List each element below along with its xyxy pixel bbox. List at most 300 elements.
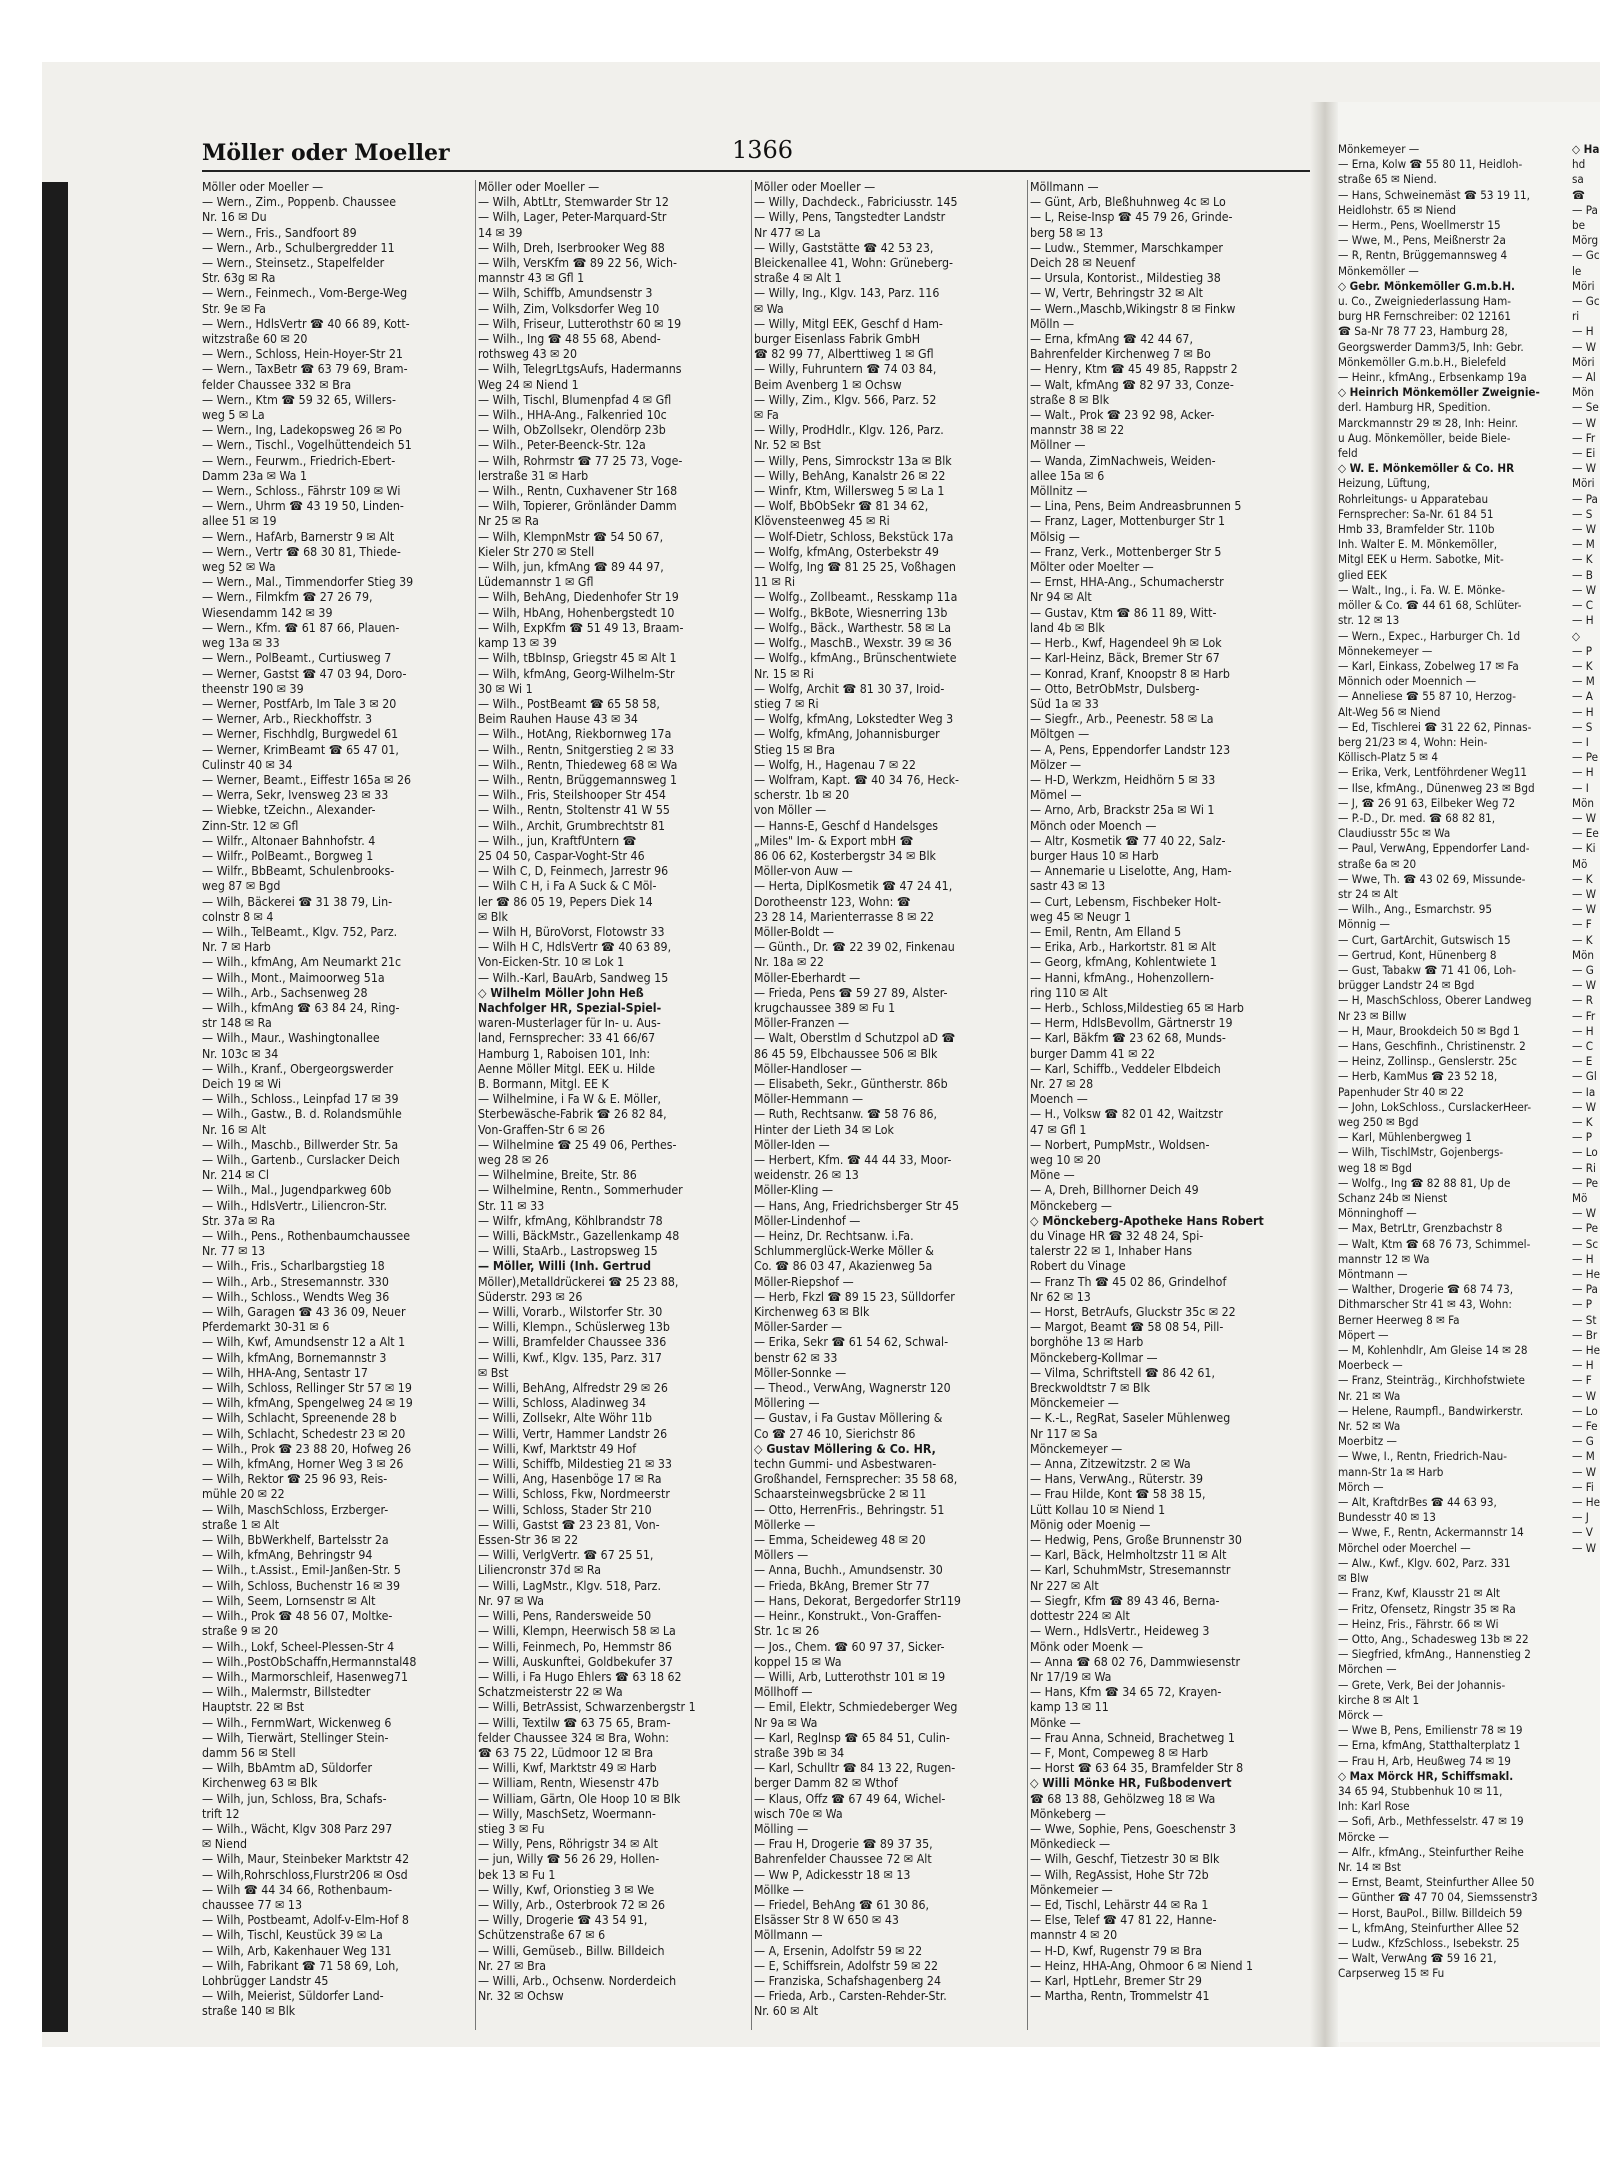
directory-entry-line: felder Chaussee 332 ✉ Bra [202, 377, 352, 392]
directory-entry-line: — Willi, Pens, Randersweide 50 [478, 1609, 652, 1624]
directory-entry-line: trift 12 [202, 1806, 240, 1821]
directory-entry-line: Wiesendamm 142 ✉ 39 [202, 605, 333, 620]
directory-entry-line: — Heinr., kfmAng., Erbsenkamp 19a [1338, 370, 1527, 385]
directory-entry-line: — Wilh, Rohrmstr ☎ 77 25 73, Voge- [478, 453, 683, 468]
directory-entry-line: — Karl, SchuhmMstr, Stresemannstr [1030, 1563, 1231, 1578]
directory-entry-line: Moerbeck — [1338, 1358, 1403, 1373]
directory-entry-line: — Karl, Schiffb., Veddeler Elbdeich [1030, 1061, 1221, 1076]
directory-entry-line: — Hedwig, Pens, Große Brunnenstr 30 [1030, 1533, 1242, 1548]
directory-entry-line: — Franziska, Schafshagenberg 24 [754, 1973, 941, 1988]
directory-entry-line: Nr 25 ✉ Ra [478, 514, 539, 529]
directory-entry-line: 23 28 14, Marienterrasse 8 ✉ 22 [754, 909, 935, 924]
directory-entry-line: Nr. 16 ✉ Alt [202, 1122, 267, 1137]
directory-entry-line: straße 1 ✉ Alt [202, 1517, 280, 1532]
directory-entry-line: Mönkeberg — [1030, 1806, 1106, 1821]
directory-entry-line: Von-Eicken-Str. 10 ✉ Lok 1 [478, 955, 625, 970]
directory-entry-line: — Willi, i Fa Hugo Ehlers ☎ 63 18 62 [478, 1669, 682, 1684]
directory-entry-line: Mön [1572, 385, 1594, 400]
directory-entry-line: Lohbrügger Landstr 45 [202, 1973, 329, 1988]
directory-entry-line: brügger Landstr 24 ✉ Bgd [1338, 978, 1475, 993]
directory-entry-line: Dithmarscher Str 41 ✉ 43, Wohn: [1338, 1297, 1512, 1312]
directory-entry-line: — Franz, Verk., Mottenberger Str 5 [1030, 544, 1222, 559]
directory-entry-line: weg 28 ✉ 26 [478, 1153, 549, 1167]
directory-entry-line: Mölsig — [1030, 529, 1080, 544]
directory-entry-line: land 4b ✉ Blk [1030, 620, 1105, 635]
directory-entry-line: u. Co., Zweigniederlassung Ham- [1338, 294, 1511, 309]
directory-entry-line: Möntmann — [1338, 1267, 1408, 1282]
directory-entry-line: — Wern., Feinmech., Vom-Berge-Weg [202, 286, 408, 301]
directory-entry-line: — Wilh, TischlMstr, Gojenbergs- [1338, 1145, 1504, 1160]
directory-entry-line: — Wwe B, Pens, Emilienstr 78 ✉ 19 [1338, 1723, 1523, 1738]
directory-entry-line: Möller-Hemmann — [754, 1092, 864, 1107]
directory-entry-line: Beim Avenberg 1 ✉ Ochsw [754, 377, 902, 392]
directory-entry-line: Nr 117 ✉ Sa [1030, 1426, 1098, 1441]
directory-entry-line: Möller-von Auw — [754, 864, 853, 879]
directory-entry-line: — Horst, BetrAufs, Gluckstr 35c ✉ 22 [1030, 1305, 1236, 1320]
directory-entry-line: — Wilh., Fris, Steilshooper Str 454 [478, 788, 666, 803]
directory-entry-line: Möri [1572, 354, 1595, 369]
directory-entry-line: Nr. 18a ✉ 22 [754, 955, 824, 970]
directory-entry-line: — A, Ersenin, Adolfstr 59 ✉ 22 [754, 1943, 923, 1958]
directory-entry-line: — Werner, Arb., Rieckhoffstr. 3 [202, 712, 373, 727]
directory-entry-line: — Willy, BehAng, Kanalstr 26 ✉ 22 [754, 468, 946, 483]
directory-entry-line: — Wolfg., Ing ☎ 82 88 81, Up de [1338, 1175, 1511, 1190]
directory-entry-line: — Willi, Vertr, Hammer Landstr 26 [478, 1426, 668, 1441]
directory-entry-line: — Wilh, RegAssist, Hohe Str 72b [1030, 1867, 1209, 1882]
directory-entry-line: 47 ✉ Gfl 1 [1030, 1122, 1087, 1137]
directory-entry-line: — Wilh, HbAng, Hohenbergstedt 10 [478, 605, 675, 620]
directory-entry-line: — Wolfg, kfmAng, Johannisburger [754, 727, 940, 742]
directory-entry-line: — Wern., HafArb, Barnerstr 9 ✉ Alt [202, 529, 395, 544]
directory-entry-line: — Willy, Dachdeck., Fabriciusstr. 145 [754, 195, 958, 210]
page-header [202, 134, 1310, 172]
directory-entry-line: — Wolf, BbObSekr ☎ 81 34 62, [754, 499, 929, 514]
directory-entry-line: — Wolfg, kfmAng, Osterbekstr 49 [754, 544, 939, 559]
directory-entry-line: kirche 8 ✉ Alt 1 [1338, 1692, 1420, 1707]
directory-entry-line: — Günther ☎ 47 70 04, Siemssenstr3 [1338, 1890, 1538, 1905]
directory-entry-line: — Wern., Arb., Schulbergredder 11 [202, 240, 395, 255]
directory-entry-line: Möller oder Moeller — [754, 180, 876, 194]
directory-entry-line: ☎ Sa-Nr 78 77 23, Hamburg 28, [1338, 324, 1508, 339]
directory-entry-line: — Konrad, Kranf, Knoopstr 8 ✉ Harb [1030, 666, 1230, 681]
directory-entry-line: Mörck — [1338, 1707, 1383, 1722]
directory-entry-line: — Karl, Schulltr ☎ 84 13 22, Rugen- [754, 1761, 956, 1776]
directory-entry-line: — G [1572, 962, 1594, 977]
directory-entry-line: weg 52 ✉ Wa [202, 560, 276, 575]
directory-entry-line: ◇ Ha [1572, 142, 1600, 156]
directory-entry-line: Hamburg 1, Raboisen 101, Inh: [478, 1046, 651, 1061]
directory-entry-line: weg 10 ✉ 20 [1030, 1153, 1101, 1167]
directory-entry-line: — Wolfg., BkBote, Wiesnerring 13b [754, 605, 948, 620]
directory-entry-line: — Wilh., FernmWart, Wickenweg 6 [202, 1715, 392, 1730]
directory-entry-line: — Pe [1572, 750, 1599, 765]
directory-entry-line: ◇ Wilhelm Möller John Heß [478, 985, 644, 1000]
directory-entry-line: — Wilh, BbWerkhelf, Bartelsstr 2a [202, 1533, 389, 1548]
directory-entry-line: — Siegfried, kfmAng., Hannenstieg 2 [1338, 1647, 1531, 1662]
directory-entry-line: theenstr 190 ✉ 39 [202, 681, 304, 696]
directory-entry-line: 34 65 94, Stubbenhuk 10 ✉ 11, [1338, 1783, 1503, 1798]
directory-entry-line: — Wilh., Gastw., B. d. Rolandsmühle [202, 1107, 402, 1122]
directory-entry-line: — Willy, Gaststätte ☎ 42 53 23, [754, 240, 934, 255]
directory-entry-line: — Willi, Klempn., Schüslerweg 13b [478, 1320, 670, 1335]
directory-entry-line: 14 ✉ 39 [478, 225, 523, 240]
directory-entry-line: Mörcke — [1338, 1829, 1389, 1844]
directory-entry-line: — Helene, Raumpfl., Bandwirkerstr. [1338, 1403, 1524, 1418]
directory-entry-line: — Henry, Ktm ☎ 45 49 85, Rappstr 2 [1030, 362, 1238, 377]
directory-entry-line: — Wolf-Dietr, Schloss, Bekstück 17a [754, 529, 954, 544]
directory-entry-line: Berner Heerweg 8 ✉ Fa [1338, 1312, 1460, 1327]
directory-entry-line: — K [1572, 1115, 1593, 1129]
directory-entry-line: — Willi, Bramfelder Chaussee 336 [478, 1335, 667, 1350]
directory-entry-line: — Wern., PolBeamt., Curtiusweg 7 [202, 651, 392, 666]
directory-entry-line: — Werner, KrimBeamt ☎ 65 47 01, [202, 742, 399, 757]
directory-entry-line: Schaarsteinwegsbrücke 2 ✉ 11 [754, 1487, 927, 1502]
directory-entry-line: Str. 9e ✉ Fa [202, 301, 266, 316]
directory-entry-line: — Willy, Fuhruntern ☎ 74 03 84, [754, 362, 937, 377]
directory-entry-line: — Willi, Feinmech, Po, Hemmstr 86 [478, 1639, 672, 1654]
directory-entry-line: waren-Musterlager für In- u. Aus- [478, 1016, 661, 1031]
directory-entry-line: — Wolfg, Archit ☎ 81 30 37, Iroid- [754, 681, 945, 696]
directory-entry-line: — Hans, Dekorat, Bergedorfer Str119 [754, 1593, 961, 1608]
directory-entry-line: Inh: Karl Rose [1338, 1799, 1410, 1814]
directory-entry-line: — Wilh, Schiffb, Amundsenstr 3 [478, 286, 653, 301]
directory-entry-line: Mönkemöller G.m.b.H., Bielefeld [1338, 354, 1507, 369]
directory-entry-line: Mönckeberg — [1030, 1198, 1112, 1213]
directory-entry-line: Nr. 77 ✉ 13 [202, 1244, 266, 1259]
directory-entry-line: — Wern., Tischl., Vogelhüttendeich 51 [202, 438, 412, 453]
directory-entry-line: Marckmannstr 29 ✉ 28, Inh: Heinr. [1338, 415, 1519, 430]
directory-entry-line: — Frieda, BkAng, Bremer Str 77 [754, 1578, 930, 1593]
directory-entry-line: Pferdemarkt 30-31 ✉ 6 [202, 1320, 330, 1335]
directory-entry-line: Kirchenweg 63 ✉ Blk [754, 1305, 870, 1320]
directory-entry-line: — Wilh., jun, KraftfUntern ☎ [478, 833, 637, 848]
directory-entry-line: — H-D, Kwf, Rugenstr 79 ✉ Bra [1030, 1943, 1203, 1958]
directory-entry-line: — Wanda, ZimNachweis, Weiden- [1030, 453, 1216, 468]
directory-entry-line: Mön [1572, 947, 1594, 962]
right-page-column-1 [1338, 142, 1564, 2042]
directory-entry-line: Süd 1a ✉ 33 [1030, 696, 1099, 711]
directory-entry-line: — Wilh, HHA-Ang, Sentastr 17 [202, 1365, 368, 1380]
directory-entry-line: ✉ Blk [478, 909, 508, 924]
directory-entry-line: — Wern., Filmkfm ☎ 27 26 79, [202, 590, 373, 605]
directory-entry-line: — Wilh, Seem, Lornsenstr ✉ Alt [202, 1593, 376, 1608]
directory-entry-line: — K [1572, 932, 1593, 947]
directory-entry-line: Breckwoldtstr 7 ✉ Blk [1030, 1381, 1150, 1396]
directory-entry-line: Möller oder Moeller — [478, 180, 600, 194]
directory-entry-line: — Willi, BäckMstr., Gazellenkamp 48 [478, 1229, 680, 1244]
directory-entry-line: — Wilh, Fabrikant ☎ 71 58 69, Loh, [202, 1958, 399, 1973]
directory-entry-line: — Wilh., Pens., Rothenbaumchaussee [202, 1229, 411, 1244]
directory-entry-line: straße 140 ✉ Blk [202, 2004, 296, 2019]
directory-entry-line: — Wern., Expec., Harburger Ch. 1d [1338, 628, 1521, 643]
directory-entry-line: — Wern., Fris., Sandfoort 89 [202, 225, 357, 240]
directory-entry-line: — Herb, KamMus ☎ 23 52 18, [1338, 1069, 1498, 1084]
directory-entry-line: Möllering — [754, 1396, 820, 1411]
directory-entry-line: — Franz, Kwf, Klausstr 21 ✉ Alt [1338, 1586, 1500, 1601]
directory-entry-line: Nr. 52 ✉ Bst [754, 438, 821, 453]
directory-entry-line: Dorotheenstr 123, Wohn: ☎ [754, 894, 911, 909]
directory-entry-line: straße 9 ✉ 20 [202, 1624, 279, 1639]
directory-entry-line: — F, Mont, Compeweg 8 ✉ Harb [1030, 1745, 1209, 1760]
directory-entry-line: — Karl-Heinz, Bäck, Bremer Str 67 [1030, 651, 1220, 666]
directory-entry-line: Nr. 27 ✉ Bra [478, 1958, 546, 1973]
directory-entry-line: ◇ Willi Mönke HR, Fußbodenvert [1030, 1776, 1232, 1791]
scanned-page-spread [42, 62, 1600, 2047]
directory-entry-line: — Wilh., Ing ☎ 48 55 68, Abend- [478, 332, 661, 347]
directory-entry-line: Mönig oder Moenig — [1030, 1517, 1151, 1532]
directory-entry-line: weg 13a ✉ 33 [202, 636, 280, 651]
directory-entry-line: — Wilh, kfmAng, Spengelweg 24 ✉ 19 [202, 1396, 413, 1411]
directory-entry-line: Mö [1572, 856, 1588, 871]
directory-entry-line: — Wilh, Dreh, Iserbrooker Weg 88 [478, 240, 665, 255]
directory-entry-line: weidenstr. 26 ✉ 13 [754, 1168, 859, 1183]
directory-entry-line: mannstr 43 ✉ Gfl 1 [478, 271, 585, 286]
directory-entry-line: — W [1572, 1464, 1597, 1479]
directory-entry-line: — Anna ☎ 68 02 76, Dammwiesenstr [1030, 1654, 1241, 1669]
directory-entry-line: colnstr 8 ✉ 4 [202, 909, 274, 924]
directory-entry-line: — Heinz, Dr. Rechtsanw. i.Fa. [754, 1229, 914, 1244]
directory-entry-line: — Wilh., Rentn, Snitgerstieg 2 ✉ 33 [478, 742, 675, 757]
directory-entry-line: — Wilh., Malermstr, Billstedter [202, 1685, 371, 1700]
directory-entry-line: allee 15a ✉ 6 [1030, 468, 1105, 483]
directory-entry-line: scherstr. 1b ✉ 20 [754, 788, 850, 803]
directory-entry-line: — Gustav, i Fa Gustav Möllering & [754, 1411, 943, 1426]
directory-entry-line: — Werner, Fischhdlg, Burgwedel 61 [202, 727, 399, 742]
directory-entry-line: — He [1572, 1495, 1600, 1510]
directory-entry-line: Nr 17/19 ✉ Wa [1030, 1669, 1112, 1684]
directory-entry-line: — Wern.,Maschb,Wikingstr 8 ✉ Finkw [1030, 301, 1236, 316]
directory-entry-line: Rohrleitungs- u Apparatebau [1338, 491, 1489, 506]
directory-entry-line: — Winfr, Ktm, Willersweg 5 ✉ La 1 [754, 484, 945, 499]
directory-entry-line: — Wilh.-Karl, BauArb, Sandweg 15 [478, 970, 669, 985]
directory-entry-line: — Willi, LagMstr., Klgv. 518, Parz. [478, 1578, 661, 1593]
directory-entry-line: Robert du Vinage [1030, 1259, 1126, 1274]
directory-entry-line: burg HR Fernschreiber: 02 12161 [1338, 309, 1511, 324]
page-title: Möller oder Moeller [202, 140, 450, 166]
directory-entry-line: — Wolfg., kfmAng., Brünschentwiete [754, 651, 957, 666]
directory-entry-line: — Fe [1572, 1419, 1598, 1434]
column-divider [1027, 180, 1028, 2030]
directory-entry-line: — Wilh., Rentn, Cuxhavener Str 168 [478, 484, 678, 499]
directory-entry-line: kamp 13 ✉ 11 [1030, 1700, 1109, 1715]
directory-entry-line: weg 87 ✉ Bgd [202, 879, 281, 894]
directory-entry-line: — Wilh., Rentn, Brüggemannsweg 1 [478, 772, 678, 787]
directory-entry-line: Kirchenweg 63 ✉ Blk [202, 1776, 318, 1791]
directory-entry-line: straße 65 ✉ Niend. [1338, 172, 1437, 187]
directory-entry-line: — Wilh., Rentn, Thiedeweg 68 ✉ Wa [478, 757, 678, 772]
directory-entry-line: Möller-Franzen — [754, 1016, 850, 1031]
directory-entry-line: — W [1572, 978, 1597, 993]
directory-entry-line: Mönkemeier — [1030, 1882, 1113, 1897]
directory-entry-line: Bahrenfelder Kirchenweg 7 ✉ Bo [1030, 347, 1211, 362]
directory-entry-line: — I [1572, 780, 1589, 795]
directory-entry-line: — Wilh, kfmAng, Horner Weg 3 ✉ 26 [202, 1457, 404, 1472]
directory-entry-line: Co. ☎ 86 03 47, Akazienweg 5a [754, 1259, 933, 1274]
directory-entry-line: — Willi, Textilw ☎ 63 75 65, Bram- [478, 1715, 671, 1730]
directory-entry-line: — Grete, Verk, Bei der Johannis- [1338, 1677, 1506, 1692]
directory-entry-line: — Wilh, TelegrLtgsAufs, Hadermanns [478, 362, 682, 377]
left-page [202, 134, 1310, 2044]
directory-entry-line: weg 18 ✉ Bgd [1338, 1160, 1412, 1175]
directory-entry-line: — Friedel, BehAng ☎ 61 30 86, [754, 1897, 929, 1912]
directory-entry-line: Aenne Möller Mitgl. EEK u. Hilde [478, 1061, 656, 1076]
directory-entry-line: — Wern., Steinsetz., Stapelfelder [202, 256, 385, 271]
directory-entry-line: — Ww P, Adickesstr 18 ✉ 13 [754, 1867, 911, 1882]
directory-entry-line: — Wilh., Wächt, Klgv 308 Parz 297 [202, 1821, 393, 1836]
directory-entry-line: — Wilh., Prok ☎ 23 88 20, Hofweg 26 [202, 1441, 412, 1456]
directory-entry-line: Möller-Boldt — [754, 924, 834, 939]
directory-entry-line: — Ri [1572, 1160, 1596, 1175]
directory-entry-line: — J [1572, 1510, 1589, 1525]
directory-entry-line: — Willi, Vorarb., Wilstorfer Str. 30 [478, 1305, 663, 1320]
directory-entry-line: 25 04 50, Caspar-Voght-Str 46 [478, 848, 645, 863]
directory-entry-line: berger Damm 82 ✉ Wthof [754, 1776, 898, 1791]
directory-entry-line: Möllerke — [754, 1517, 816, 1532]
directory-entry-line: — Wilh., TelBeamt., Klgv. 752, Parz. [202, 924, 398, 939]
directory-entry-line: — Pe [1572, 1221, 1599, 1236]
directory-entry-line: — Anna, Buchh., Amundsenstr. 30 [754, 1563, 943, 1578]
directory-entry-line: — Norbert, PumpMstr., Woldsen- [1030, 1137, 1210, 1152]
directory-entry-line: Möller-Kling — [754, 1183, 834, 1198]
directory-column-1 [202, 180, 474, 2040]
directory-entry-line: — Ed, Tischlerei ☎ 31 22 62, Pinnas- [1338, 719, 1532, 734]
directory-entry-line: witzstraße 60 ✉ 20 [202, 332, 308, 347]
directory-entry-line: — H., Volksw ☎ 82 01 42, Waitzstr [1030, 1107, 1223, 1122]
directory-entry-line: Mömel — [1030, 788, 1082, 803]
directory-entry-line: — Alt, KraftdrBes ☎ 44 63 93, [1338, 1495, 1497, 1510]
directory-entry-line: 11 ✉ Ri [754, 575, 796, 590]
directory-entry-line: — Pe [1572, 1175, 1599, 1190]
directory-entry-line: — Wilfr, kfmAng, Köhlbrandstr 78 [478, 1213, 663, 1228]
directory-entry-line: — Emil, Elektr, Schmiedeberger Weg [754, 1700, 958, 1715]
directory-entry-line: — Herb., Kwf, Hagendeel 9h ✉ Lok [1030, 636, 1222, 651]
directory-entry-line: mannstr 38 ✉ 22 [1030, 423, 1125, 438]
directory-entry-line: — Willi, Schiffb, Mildestieg 21 ✉ 33 [478, 1457, 672, 1472]
right-page-column-2-cropped [1572, 142, 1600, 2042]
directory-entry-line: weg 5 ✉ La [202, 408, 265, 423]
directory-entry-line: — Horst ☎ 63 64 35, Bramfelder Str 8 [1030, 1761, 1244, 1776]
directory-entry-line: Mönckemeyer — [1030, 1441, 1123, 1456]
directory-entry-line: — William, Rentn, Wiesenstr 47b [478, 1776, 659, 1791]
directory-entry-line: — Wilh ☎ 44 34 66, Rothenbaum- [202, 1882, 393, 1897]
directory-entry-line: — Fr [1572, 1008, 1596, 1023]
directory-entry-line: — Else, Telef ☎ 47 81 22, Hanne- [1030, 1913, 1217, 1928]
directory-entry-line: — Wern., Kfm. ☎ 61 87 66, Plauen- [202, 620, 400, 635]
directory-entry-line: straße 6a ✉ 20 [1338, 856, 1417, 871]
directory-entry-line: — Annemarie u Liselotte, Ang, Ham- [1030, 864, 1232, 879]
directory-entry-line: — Wilh., Mont., Maimoorweg 51a [202, 970, 385, 985]
directory-entry-line: Nachfolger HR, Spezial-Spiel- [478, 1000, 662, 1015]
directory-entry-line: — Lo [1572, 1403, 1598, 1418]
directory-entry-line: koppel 15 ✉ Wa [754, 1654, 842, 1669]
directory-entry-line: — K.-L., RegRat, Saseler Mühlenweg [1030, 1411, 1231, 1426]
directory-entry-line: Kieler Str 270 ✉ Stell [478, 544, 595, 559]
directory-entry-line: burger Damm 41 ✉ 22 [1030, 1046, 1156, 1061]
directory-entry-line: — Wern., Uhrm ☎ 43 19 50, Linden- [202, 499, 404, 514]
directory-entry-line: — jun, Willy ☎ 56 26 29, Hollen- [478, 1852, 660, 1867]
directory-entry-line: Mitgl EEK u Herm. Sabotke, Mit- [1338, 552, 1504, 567]
directory-entry-line: Mönk oder Moenk — [1030, 1639, 1144, 1654]
directory-entry-line: — W [1572, 1099, 1597, 1114]
directory-entry-line: — S [1572, 719, 1593, 734]
directory-entry-line: — Gust, Tabakw ☎ 71 41 06, Loh- [1338, 962, 1517, 977]
directory-entry-line: — Herb., Schloss,Mildestieg 65 ✉ Harb [1030, 1000, 1244, 1015]
directory-entry-line: — Alw., Kwf., Klgv. 602, Parz. 331 [1338, 1555, 1511, 1570]
directory-entry-line: Damm 23a ✉ Wa 1 [202, 468, 307, 483]
directory-entry-line: — Ei [1572, 446, 1596, 461]
directory-entry-line: — K [1572, 552, 1593, 567]
directory-entry-line: — H [1572, 704, 1594, 719]
directory-entry-line: — Wern., Schloss., Fährstr 109 ✉ Wi [202, 484, 401, 499]
directory-entry-line: — Curt, Lebensm, Fischbeker Holt- [1030, 894, 1221, 909]
directory-entry-line: — Willy, MaschSetz, Woermann- [478, 1806, 656, 1821]
directory-entry-line: Mörchel oder Moerchel — [1338, 1540, 1471, 1555]
directory-entry-line: — Heinr., Konstrukt., Von-Graffen- [754, 1609, 942, 1624]
directory-entry-line: — Walt, Oberstlm d Schutzpol aD ☎ [754, 1031, 956, 1046]
directory-entry-line: — Wilh.,PostObSchaffn,Hermannstal48 [202, 1654, 417, 1669]
directory-entry-line: ri [1572, 309, 1580, 324]
directory-entry-line: — P [1572, 643, 1593, 658]
directory-entry-line: — Ki [1572, 841, 1596, 856]
directory-entry-line: Schatzmeisterstr 22 ✉ Wa [478, 1685, 623, 1700]
directory-entry-line: — W [1572, 1540, 1597, 1555]
directory-entry-line: — Frau Hilde, Kont ☎ 58 38 15, [1030, 1487, 1206, 1502]
directory-entry-line: — H [1572, 613, 1594, 628]
directory-entry-line: ◇ Gustav Möllering & Co. HR, [754, 1441, 936, 1456]
directory-entry-line: — Willy, Kwf, Orionstieg 3 ✉ We [478, 1882, 655, 1897]
directory-entry-line: — Karl, Bäkfm ☎ 23 62 68, Munds- [1030, 1031, 1226, 1046]
directory-entry-line: — Wilh., Rentn, Stoltenstr 41 W 55 [478, 803, 670, 818]
directory-entry-line: — Wern., HdlsVertr., Heideweg 3 [1030, 1624, 1210, 1639]
directory-entry-line: Möllhoff — [754, 1685, 813, 1700]
directory-entry-line: — Frau H, Drogerie ☎ 89 37 35, [754, 1837, 933, 1852]
directory-entry-line: — Martha, Rentn, Trommelstr 41 [1030, 1989, 1210, 2004]
directory-entry-line: — Se [1572, 400, 1599, 415]
directory-entry-line: möller & Co. ☎ 44 61 68, Schlüter- [1338, 598, 1522, 613]
directory-entry-line: Weg 24 ✉ Niend 1 [478, 377, 579, 392]
directory-entry-line: — Karl, Einkass, Zobelweg 17 ✉ Fa [1338, 658, 1519, 673]
directory-entry-line: — Wolfg, H., Hagenau 7 ✉ 22 [754, 757, 916, 772]
directory-entry-line: chaussee 77 ✉ 13 [202, 1897, 302, 1912]
directory-entry-line: — Wolfg., Bäck., Warthestr. 58 ✉ La [754, 620, 951, 635]
directory-entry-line: — Wilh, jun, Schloss, Bra, Schafs- [202, 1791, 387, 1806]
directory-entry-line: wisch 70e ✉ Wa [754, 1806, 843, 1821]
directory-entry-line: burger Haus 10 ✉ Harb [1030, 848, 1159, 863]
directory-entry-line: — Georg, kfmAng, Kohlentwiete 1 [1030, 955, 1218, 970]
directory-entry-line: — Willi, Schloss, Aladinweg 34 [478, 1396, 647, 1411]
directory-entry-line: ☎ [1572, 187, 1585, 202]
directory-entry-line: Moerbitz — [1338, 1434, 1397, 1449]
directory-entry-line: — Wern., Ing, Ladekopsweg 26 ✉ Po [202, 423, 402, 438]
directory-column-2 [478, 180, 750, 2040]
directory-entry-line: — Willi, BehAng, Alfredstr 29 ✉ 26 [478, 1381, 668, 1396]
directory-entry-line: Nr. 52 ✉ Wa [1338, 1419, 1401, 1434]
directory-entry-line: — Wilh., Schloss., Wendts Weg 36 [202, 1289, 390, 1304]
directory-entry-line: — Fi [1572, 1479, 1594, 1494]
directory-entry-line: — Wilh., HotAng, Riekbornweg 17a [478, 727, 672, 742]
directory-entry-line: — Wilh., Schloss., Leinpfad 17 ✉ 39 [202, 1092, 399, 1107]
directory-entry-line: Möller-Handloser — [754, 1061, 862, 1076]
directory-entry-line: — Herta, DiplKosmetik ☎ 47 24 41, [754, 879, 953, 894]
directory-entry-line: ☎ 82 99 77, Alberttiweg 1 ✉ Gfl [754, 347, 934, 362]
directory-entry-line: Heidlohstr. 65 ✉ Niend [1338, 202, 1457, 217]
directory-entry-line: — Wilh., Kranf., Obergeorgswerder [202, 1061, 394, 1076]
directory-entry-line: — Wilh H C, HdlsVertr ☎ 40 63 89, [478, 940, 672, 955]
directory-entry-line: — Willi, Gemüseb., Billw. Billdeich [478, 1943, 665, 1958]
directory-entry-line: Klövensteenweg 45 ✉ Ri [754, 514, 890, 529]
directory-entry-line: stieg 3 ✉ Fu [478, 1821, 545, 1836]
directory-entry-line: — Erna, Kolw ☎ 55 80 11, Heidloh- [1338, 157, 1523, 172]
